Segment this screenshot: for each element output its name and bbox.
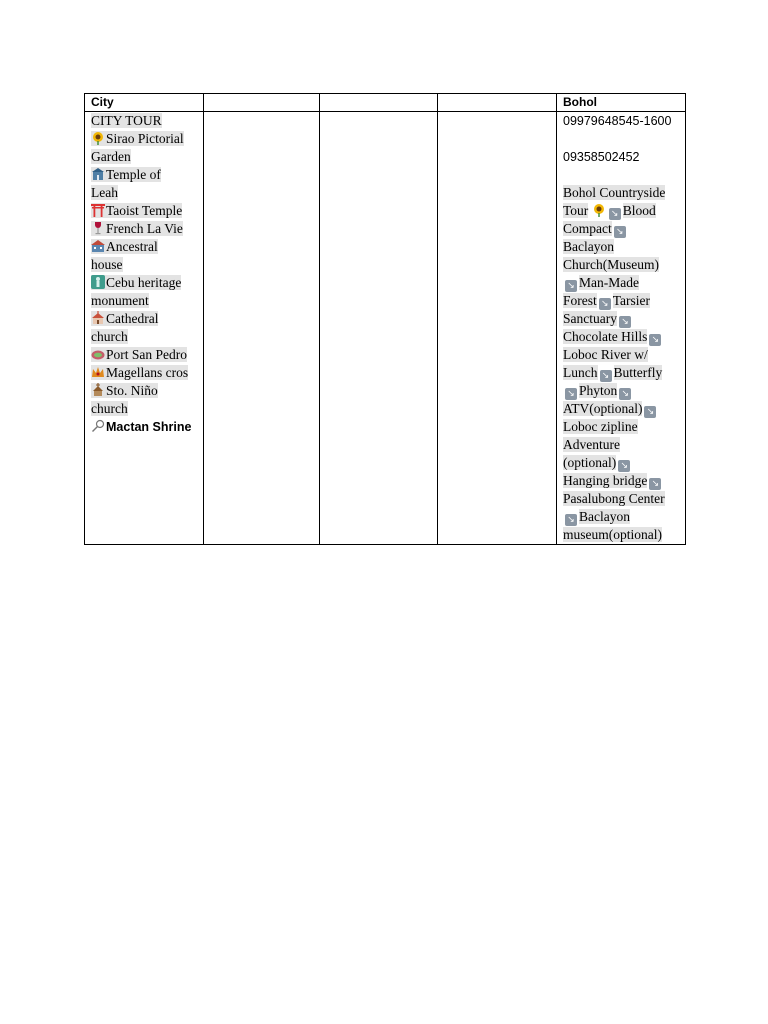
stadium-icon <box>91 347 105 361</box>
arrow-icon: ↘ <box>644 406 656 418</box>
church-icon <box>91 311 105 325</box>
list-item: Taoist Temple <box>91 202 197 220</box>
list-item: Mactan Shrine <box>91 418 197 436</box>
arrow-icon: ↘ <box>619 388 631 400</box>
arrow-icon: ↘ <box>600 370 612 382</box>
body-row <box>85 112 686 545</box>
arrow-icon: ↘ <box>614 226 626 238</box>
sunflower-icon <box>592 203 606 217</box>
city-tour-cell: CITY TOUR Sirao Pictorial Garden Temple of Leah Taoist Temple French La Vie Ancestral house Cebu heritage monument Cathedral church Port San Pedro Magellans cros Sto. Niño church Mactan Shrine <box>85 112 204 545</box>
sunflower-icon <box>91 131 105 145</box>
phone-number-2: 09358502452 <box>563 150 640 164</box>
temple-icon <box>91 167 105 181</box>
list-item: Cebu heritage <box>91 274 197 292</box>
arrow-icon: ↘ <box>619 316 631 328</box>
arrow-icon: ↘ <box>649 334 661 346</box>
bohol-cell: 09979648545-1600 09358502452 Bohol Countryside Tour ↘ Blood Compact ↘ Baclayon Church(Museum) ↘ Man-Made Forest ↘ Tarsier Sanctuary ↘ Chocolate Hills ↘ Loboc River w/ Lunch ↘ Butterfly ↘ Phyton ↘ ATV(optional) ↘ Loboc zipline Adventure (optional) ↘ Hanging bridge ↘ Pasalubong Center ↘ Baclayon museum(optional) <box>557 112 686 545</box>
empty-cell-3 <box>438 112 557 545</box>
list-item: Temple of <box>91 166 197 184</box>
chapel-icon <box>91 383 105 397</box>
arrow-icon: ↘ <box>565 388 577 400</box>
city-tour-title: CITY TOUR <box>91 113 162 128</box>
header-row <box>85 94 686 112</box>
header-empty-2 <box>320 94 438 112</box>
list-item: Sto. Niño <box>91 382 197 400</box>
header-empty-1 <box>204 94 320 112</box>
ancestral-house-icon <box>91 239 105 253</box>
torii-gate-icon <box>91 203 105 217</box>
arrow-icon: ↘ <box>599 298 611 310</box>
header-empty-3 <box>438 94 557 112</box>
crown-icon <box>91 365 105 379</box>
list-item: French La Vie <box>91 220 197 238</box>
empty-cell-1 <box>204 112 320 545</box>
arrow-icon: ↘ <box>649 478 661 490</box>
list-item: Cathedral <box>91 310 197 328</box>
arrow-icon: ↘ <box>565 280 577 292</box>
arrow-icon: ↘ <box>565 514 577 526</box>
statue-icon <box>91 275 105 289</box>
list-item: Sirao Pictorial <box>91 130 197 148</box>
header-city: City <box>85 94 204 112</box>
tour-table <box>84 93 686 545</box>
empty-cell-2 <box>320 112 438 545</box>
header-bohol: Bohol <box>557 94 686 112</box>
phone-number-1: 09979648545-1600 <box>563 114 672 128</box>
arrow-icon: ↘ <box>618 460 630 472</box>
list-item: Port San Pedro <box>91 346 197 364</box>
magnifier-icon <box>91 419 105 433</box>
arrow-icon: ↘ <box>609 208 621 220</box>
wine-glass-icon <box>91 221 105 235</box>
list-item: Magellans cros <box>91 364 197 382</box>
list-item: Ancestral <box>91 238 197 256</box>
